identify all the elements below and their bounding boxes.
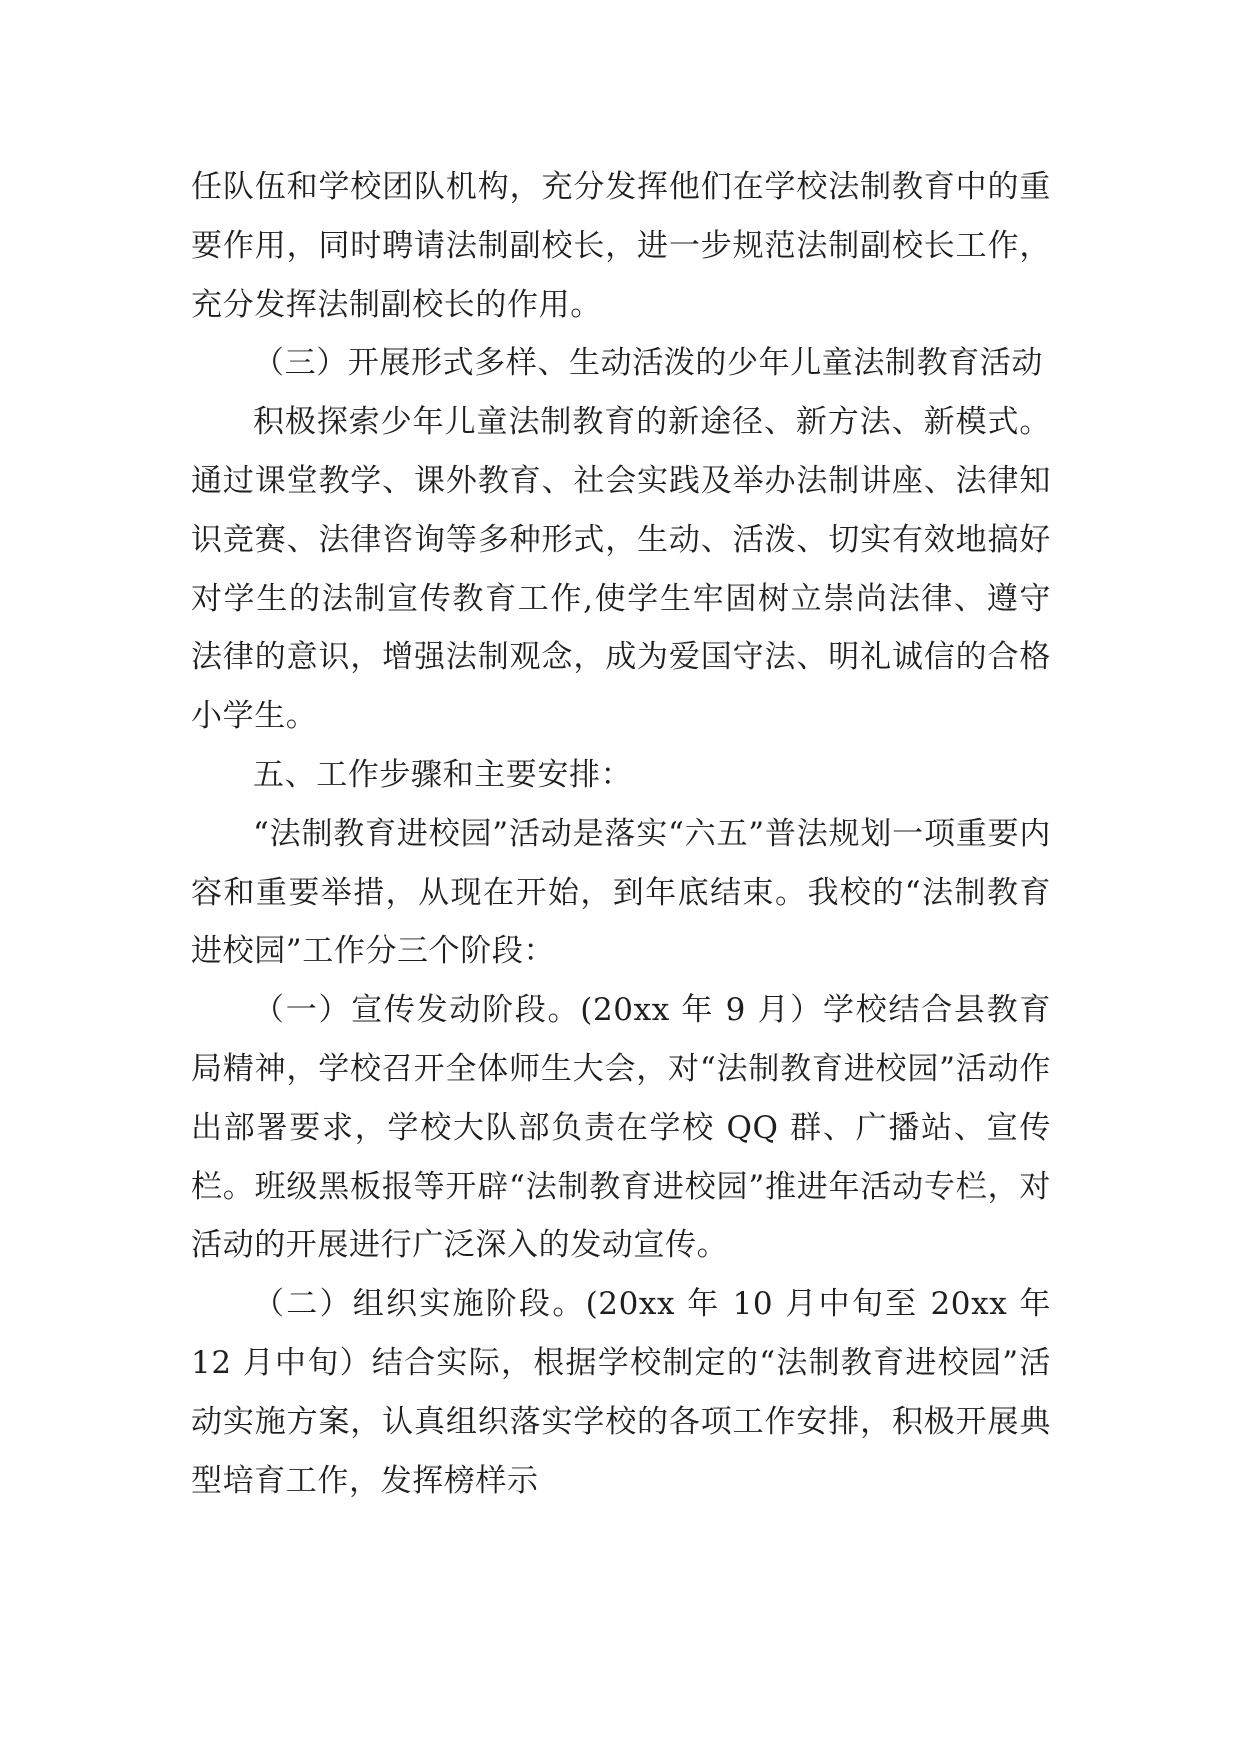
section-heading-three: （三）开展形式多样、生动活泼的少年儿童法制教育活动 bbox=[253, 345, 1043, 382]
paragraph-activities: 积极探索少年儿童法制教育的新途径、新方法、新模式。通过课堂教学、课外教育、社会实践及举办法制讲座、法律知识竞赛、法律咨询等多种形式，生动、活泼、切实有效地搞好对学生的法制宣传教育工作,使学生牢固树立崇尚法律、遵守法律的意识，增强法制观念，成为爱国守法、明礼诚信的合格小学生。 bbox=[191, 404, 1051, 735]
paragraph-overview: “法制教育进校园”活动是落实“六五”普法规划一项重要内容和重要举措，从现在开始，到年底结束。我校的“法制教育进校园”工作分三个阶段： bbox=[191, 815, 1051, 970]
paragraph-continuation: 任队伍和学校团队机构，充分发挥他们在学校法制教育中的重要作用，同时聘请法制副校长，进一步规范法制副校长工作，充分发挥法制副校长的作用。 bbox=[191, 169, 1051, 323]
document-body bbox=[191, 158, 1051, 1510]
paragraph-stage-two: （二）组织实施阶段。(20xx 年 10 月中旬至 20xx 年 12 月中旬）结合实际，根据学校制定的“法制教育进校园”活动实施方案，认真组织落实学校的各项工作安排，积极开展典型培育工作，发挥榜样示 bbox=[191, 1286, 1051, 1499]
paragraph-stage-one: （一）宣传发动阶段。(20xx 年 9 月）学校结合县教育局精神，学校召开全体师生大会，对“法制教育进校园”活动作出部署要求，学校大队部负责在学校 QQ 群、广播站、宣传栏。班级黑板报等开辟“法制教育进校园”推进年活动专栏，对活动的开展进行广泛深入的发动宣传。 bbox=[191, 992, 1051, 1264]
section-heading-five: 五、工作步骤和主要安排： bbox=[253, 756, 633, 793]
